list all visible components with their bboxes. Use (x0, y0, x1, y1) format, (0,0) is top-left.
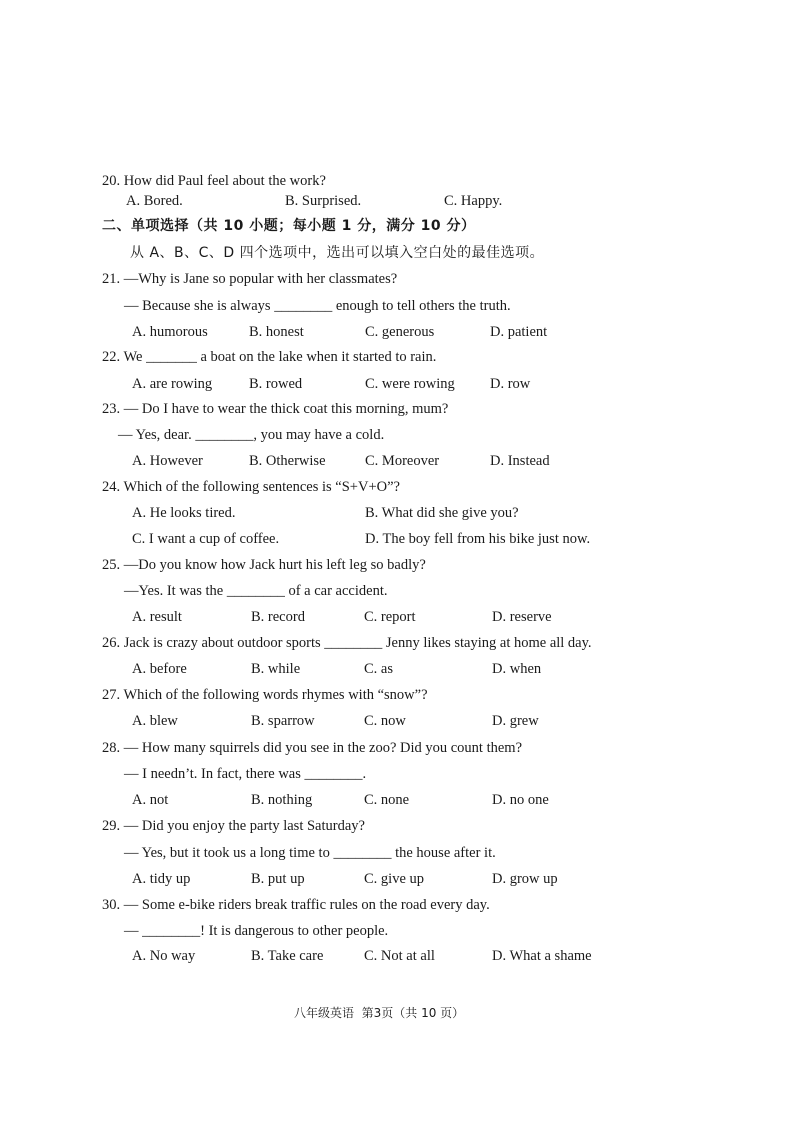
option-a: A. No way (132, 948, 196, 964)
section-instruction (0, 240, 794, 266)
question-21-response (0, 293, 794, 319)
question-text: —Yes. It was the ________ of a car accident. (124, 583, 388, 599)
option-c: C. generous (365, 324, 435, 340)
option-a: A. before (132, 661, 187, 677)
option-a: A. result (132, 609, 182, 625)
option-b: B. nothing (251, 792, 313, 808)
option-d: D. grew (492, 713, 539, 729)
option-c: C. Moreover (365, 453, 440, 469)
page-footer-text: 八年级英语 第3页（共 10 页） (294, 1006, 465, 1020)
question-25-options (0, 604, 794, 630)
question-24-stem (0, 474, 794, 500)
question-28-response (0, 761, 794, 787)
question-25-stem (0, 552, 794, 578)
question-29-options (0, 866, 794, 892)
question-27-stem (0, 682, 794, 708)
option-a: A. are rowing (132, 376, 213, 392)
question-text: 29. — Did you enjoy the party last Saturday? (102, 818, 365, 834)
option-c: C. none (364, 792, 410, 808)
option-b: B. sparrow (251, 713, 315, 729)
question-text: 20. How did Paul feel about the work? (102, 173, 326, 189)
option-c: C. Happy. (444, 193, 503, 209)
option-b: B. rowed (249, 376, 303, 392)
option-a: A. not (132, 792, 169, 808)
option-d: D. when (492, 661, 542, 677)
question-text: — Yes, but it took us a long time to ________ the house after it. (124, 845, 496, 861)
question-28-options (0, 787, 794, 813)
option-d: D. reserve (492, 609, 552, 625)
option-a: A. He looks tired. (132, 505, 236, 521)
question-text: 25. —Do you know how Jack hurt his left leg so badly? (102, 557, 426, 573)
option-b: B. put up (251, 871, 305, 887)
question-text: — I needn’t. In fact, there was ________. (124, 766, 367, 782)
question-text: — Because she is always ________ enough to tell others the truth. (124, 298, 511, 314)
question-22-stem (0, 344, 794, 370)
option-d: D. What a shame (492, 948, 592, 964)
option-b: B. while (251, 661, 301, 677)
option-c: C. were rowing (365, 376, 455, 392)
option-c: C. report (364, 609, 416, 625)
question-23-response (0, 422, 794, 448)
section-title-text: 二、单项选择（共 10 小题；每小题 1 分，满分 10 分） (102, 218, 476, 234)
question-30-options (0, 943, 794, 969)
question-29-response (0, 840, 794, 866)
option-d: D. patient (490, 324, 548, 340)
option-c: C. as (364, 661, 393, 677)
option-b: B. honest (249, 324, 304, 340)
page-footer (0, 1000, 794, 1026)
option-d: D. The boy fell from his bike just now. (365, 531, 591, 547)
option-a: A. humorous (132, 324, 208, 340)
question-23-options (0, 448, 794, 474)
question-text: 27. Which of the following words rhymes with “snow”? (102, 687, 428, 703)
question-text: 23. — Do I have to wear the thick coat this morning, mum? (102, 401, 449, 417)
question-23-stem (0, 396, 794, 422)
option-c: C. Not at all (364, 948, 435, 964)
question-24-options-row2 (0, 526, 794, 552)
question-29-stem (0, 813, 794, 839)
question-21-options (0, 319, 794, 345)
question-text: — ________! It is dangerous to other people. (124, 923, 389, 939)
option-d: D. Instead (490, 453, 550, 469)
question-text: 26. Jack is crazy about outdoor sports ________ Jenny likes staying at home all day. (102, 635, 592, 651)
question-text: 22. We _______ a boat on the lake when it started to rain. (102, 349, 437, 365)
question-27-options (0, 708, 794, 734)
question-text: 24. Which of the following sentences is “S+V+O”? (102, 479, 400, 495)
option-c: C. now (364, 713, 406, 729)
option-d: D. row (490, 376, 531, 392)
option-d: D. no one (492, 792, 549, 808)
question-26-stem (0, 630, 794, 656)
option-b: B. Surprised. (285, 193, 362, 209)
section-title (0, 213, 794, 239)
option-d: D. grow up (492, 871, 558, 887)
option-b: B. What did she give you? (365, 505, 519, 521)
option-a: A. tidy up (132, 871, 191, 887)
question-21-stem (0, 266, 794, 292)
question-26-options (0, 656, 794, 682)
question-20-options (0, 188, 794, 214)
question-30-stem (0, 892, 794, 918)
question-text: 21. —Why is Jane so popular with her classmates? (102, 271, 398, 287)
option-a: A. Bored. (126, 193, 183, 209)
option-c: C. I want a cup of coffee. (132, 531, 280, 547)
question-30-response (0, 918, 794, 944)
question-text: — Yes, dear. ________, you may have a cold. (118, 427, 385, 443)
section-instruction-text: 从 A、B、C、D 四个选项中，选出可以填入空白处的最佳选项。 (130, 245, 545, 261)
question-text: 28. — How many squirrels did you see in the zoo? Did you count them? (102, 740, 523, 756)
question-text: 30. — Some e-bike riders break traffic rules on the road every day. (102, 897, 490, 913)
option-a: A. However (132, 453, 203, 469)
question-24-options-row1 (0, 500, 794, 526)
question-25-response (0, 578, 794, 604)
option-b: B. record (251, 609, 305, 625)
question-22-options (0, 371, 794, 397)
option-b: B. Take care (251, 948, 324, 964)
option-a: A. blew (132, 713, 178, 729)
option-c: C. give up (364, 871, 425, 887)
option-b: B. Otherwise (249, 453, 326, 469)
question-28-stem (0, 735, 794, 761)
